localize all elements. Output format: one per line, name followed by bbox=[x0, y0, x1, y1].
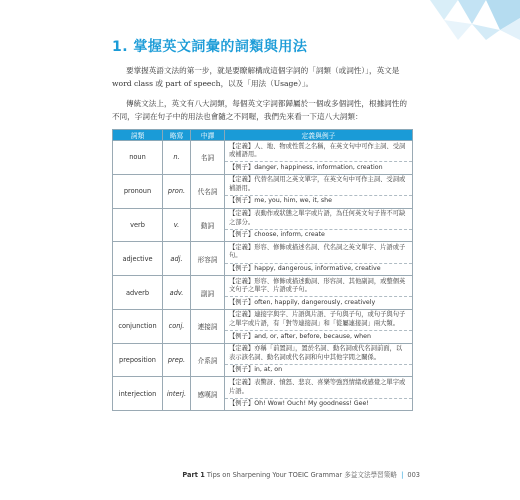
intro-paragraph: 要掌握英語文法的第一步，就是要瞭解構成這個字詞的「詞類（或詞性）」，英文是 word class 或 part of speech，以及「用法（Usage）」。 bbox=[112, 66, 400, 88]
word-class-chinese: 形容詞 bbox=[191, 242, 225, 276]
example-text: 【例子】choose, inform, create bbox=[229, 231, 325, 239]
definition-text: 【定義】亦稱「前置詞」，置於名詞、動名詞或代名詞前面，以表示該名詞、動名詞或代名詞和句中其他字間之關係。 bbox=[225, 344, 412, 365]
definition-cell bbox=[225, 208, 413, 242]
footer-subtitle: Tips on Sharpening Your TOEIC Grammar 多益文法學習策略 bbox=[206, 471, 397, 479]
word-class-name: verb bbox=[113, 208, 163, 242]
example-text: 【例子】often, happily, dangerously, creatively bbox=[229, 298, 376, 306]
example-text: 【例子】in, at, on bbox=[229, 366, 283, 374]
word-class-chinese: 副詞 bbox=[191, 276, 225, 310]
example-text: 【例子】danger, happiness, information, creation bbox=[229, 163, 383, 171]
word-class-abbr: conj. bbox=[163, 309, 191, 343]
header-chinese: 中譯 bbox=[191, 130, 225, 141]
word-class-abbr: prep. bbox=[163, 343, 191, 377]
table-row bbox=[113, 343, 413, 377]
definition-text: 【定義】形容、修飾或描述名詞、代名詞之英文單字、片語或子句。 bbox=[225, 242, 412, 263]
definition-cell bbox=[225, 309, 413, 343]
table-row bbox=[113, 174, 413, 208]
example-text: 【例子】happy, dangerous, informative, creative bbox=[229, 265, 381, 273]
page-number: 003 bbox=[407, 471, 420, 479]
word-class-abbr: adj. bbox=[163, 242, 191, 276]
word-class-paragraph: 傳統文法上，英文有八大詞類，每個英文字詞都歸屬於一個或多個詞性，根據詞性的不同，字詞在句子中的用法也會隨之不同喔，我們先來看一下這八大詞類： bbox=[112, 99, 407, 121]
word-class-chinese: 介系詞 bbox=[191, 343, 225, 377]
definition-cell bbox=[225, 174, 413, 208]
definition-cell bbox=[225, 141, 413, 175]
word-class-chinese: 名詞 bbox=[191, 141, 225, 175]
word-class-abbr: v. bbox=[163, 208, 191, 242]
word-class-chinese: 連接詞 bbox=[191, 309, 225, 343]
table-row bbox=[113, 141, 413, 175]
footer-part-label: Part 1 bbox=[182, 471, 205, 479]
page-footer bbox=[182, 469, 420, 479]
definition-text: 【定義】連接字與字、片語與片語、子句與子句，或句子與句子之單字或片語，有「對等連接詞」和「從屬連接詞」兩大類。 bbox=[225, 310, 412, 331]
header-definition: 定義與例子 bbox=[225, 130, 413, 141]
word-class-abbr: pron. bbox=[163, 174, 191, 208]
footer-separator: | bbox=[401, 471, 404, 479]
word-class-table bbox=[112, 129, 413, 411]
word-class-chinese: 代名詞 bbox=[191, 174, 225, 208]
word-class-name: noun bbox=[113, 141, 163, 175]
definition-cell bbox=[225, 377, 413, 411]
header-abbreviation: 略寫 bbox=[163, 130, 191, 141]
table-row bbox=[113, 309, 413, 343]
example-text: 【例子】me, you, him, we, it, she bbox=[229, 197, 333, 205]
example-text: 【例子】Oh! Wow! Ouch! My goodness! Gee! bbox=[229, 400, 369, 408]
definition-text: 【定義】人、地、物或性質之名稱，在英文句中可作主詞、受詞或補語用。 bbox=[225, 141, 412, 162]
word-class-name: adjective bbox=[113, 242, 163, 276]
definition-text: 【定義】表動作或狀態之單字或片語，為任何英文句子皆不可缺之部分。 bbox=[225, 209, 412, 230]
table-header-row bbox=[113, 130, 413, 141]
word-class-name: interjection bbox=[113, 377, 163, 411]
section-heading: 1. 掌握英文詞彙的詞類與用法 bbox=[112, 39, 308, 55]
definition-text: 【定義】代替名詞用之英文單字，在英文句中可作主詞、受詞或補語用。 bbox=[225, 175, 412, 196]
word-class-name: pronoun bbox=[113, 174, 163, 208]
corner-decoration bbox=[410, 0, 520, 40]
word-class-abbr: adv. bbox=[163, 276, 191, 310]
word-class-abbr: n. bbox=[163, 141, 191, 175]
definition-cell bbox=[225, 276, 413, 310]
word-class-chinese: 感嘆詞 bbox=[191, 377, 225, 411]
table-row bbox=[113, 377, 413, 411]
word-class-name: preposition bbox=[113, 343, 163, 377]
table-row bbox=[113, 208, 413, 242]
header-word-class: 詞類 bbox=[113, 130, 163, 141]
table-row bbox=[113, 276, 413, 310]
definition-cell bbox=[225, 343, 413, 377]
definition-cell bbox=[225, 242, 413, 276]
word-class-chinese: 動詞 bbox=[191, 208, 225, 242]
table-row bbox=[113, 242, 413, 276]
word-class-name: adverb bbox=[113, 276, 163, 310]
word-class-name: conjunction bbox=[113, 309, 163, 343]
definition-text: 【定義】形容、修飾或描述動詞、形容詞、其他副詞，或整個英文句子之單字、片語或子句。 bbox=[225, 276, 412, 297]
definition-text: 【定義】表驚訝、憤怒、悲哀、喜樂等強烈情緒或感覺之單字或片語。 bbox=[225, 377, 412, 398]
example-text: 【例子】and, or, after, before, because, when bbox=[229, 332, 371, 340]
word-class-abbr: interj. bbox=[163, 377, 191, 411]
